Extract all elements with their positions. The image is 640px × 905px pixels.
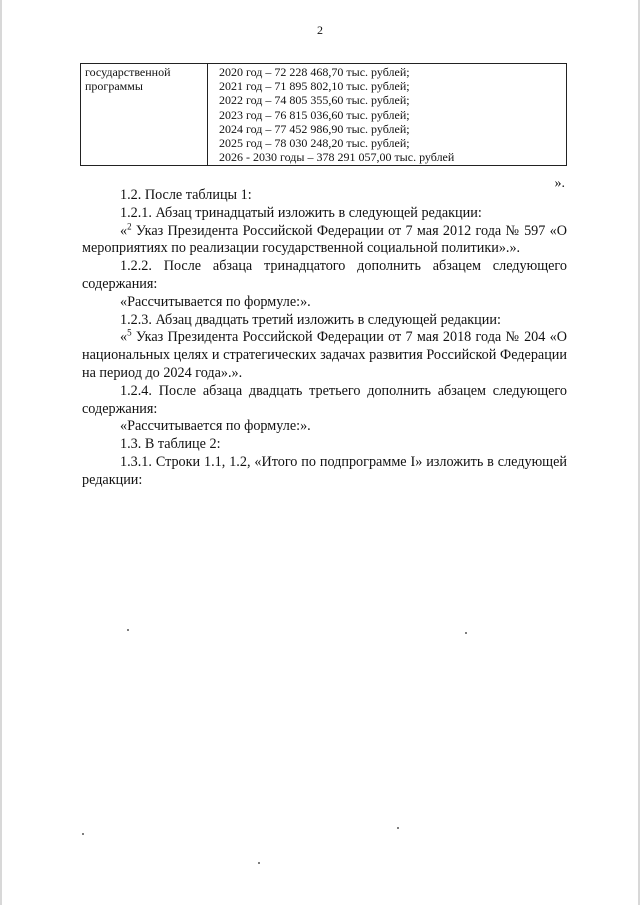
table-value-cell: [208, 64, 567, 166]
paragraph: 1.2.2. После абзаца тринадцатого дополнить абзацем следующего содержания:: [82, 258, 567, 292]
table-label-cell: государственной программы: [81, 64, 208, 166]
footnote-marker: 2: [127, 220, 132, 231]
paragraph: 1.2. После таблицы 1:: [120, 187, 252, 203]
paragraph: «Рассчитывается по формуле:».: [120, 418, 311, 435]
scan-speck: [82, 833, 84, 835]
paragraph: 1.2.4. После абзаца двадцать третьего дополнить абзацем следующего содержания:: [82, 382, 567, 417]
scan-speck: [465, 632, 467, 634]
scan-speck: [127, 629, 129, 631]
funding-year-line: 2023 год – 76 815 036,60 тыс. рублей;: [219, 107, 410, 122]
open-quote: «: [120, 222, 128, 239]
footnote-paragraph: [82, 329, 567, 382]
open-quote: «: [120, 329, 128, 346]
page-number: 2: [317, 23, 323, 37]
document-body: [82, 187, 567, 490]
footnote-text: Указ Президента Российской Федерации от 7 мая 2018 года № 204 «О национальных целях и стратегических задачах развития Российской Федерации на период до 2024 года».».: [82, 329, 567, 381]
funding-year-line: 2026 - 2030 годы – 378 291 057,00 тыс. рублей: [219, 150, 455, 165]
footnote-text: Указ Президента Российской Федерации от 7 мая 2012 года № 597 «О мероприятиях по реализации государственной социальной политики».».: [82, 222, 567, 257]
funding-year-line: 2025 год – 78 030 248,20 тыс. рублей;: [219, 136, 410, 151]
funding-table: [80, 63, 567, 166]
funding-year-line: 2020 год – 72 228 468,70 тыс. рублей;: [219, 65, 410, 79]
funding-year-line: 2024 год – 77 452 986,90 тыс. рублей;: [219, 121, 410, 136]
footnote-paragraph: [82, 220, 567, 259]
footnote-marker: 5: [127, 327, 132, 338]
scan-left-edge: [0, 0, 2, 905]
paragraph: 1.2.1. Абзац тринадцатый изложить в следующей редакции:: [120, 204, 482, 221]
paragraph: 1.2.3. Абзац двадцать третий изложить в следующей редакции:: [120, 311, 501, 328]
paragraph: «Рассчитывается по формуле:».: [120, 293, 311, 310]
table-closing-quote: ».: [554, 176, 565, 191]
scan-speck: [397, 827, 399, 829]
paragraph: 1.3. В таблице 2:: [120, 436, 221, 453]
table-row: [81, 64, 567, 166]
funding-year-line: 2022 год – 74 805 355,60 тыс. рублей;: [219, 93, 410, 108]
funding-year-line: 2021 год – 71 895 802,10 тыс. рублей;: [219, 79, 410, 94]
paragraph: 1.3.1. Строки 1.1, 1.2, «Итого по подпрограмме I» изложить в следующей редакции:: [82, 453, 567, 488]
scan-speck: [258, 862, 260, 864]
